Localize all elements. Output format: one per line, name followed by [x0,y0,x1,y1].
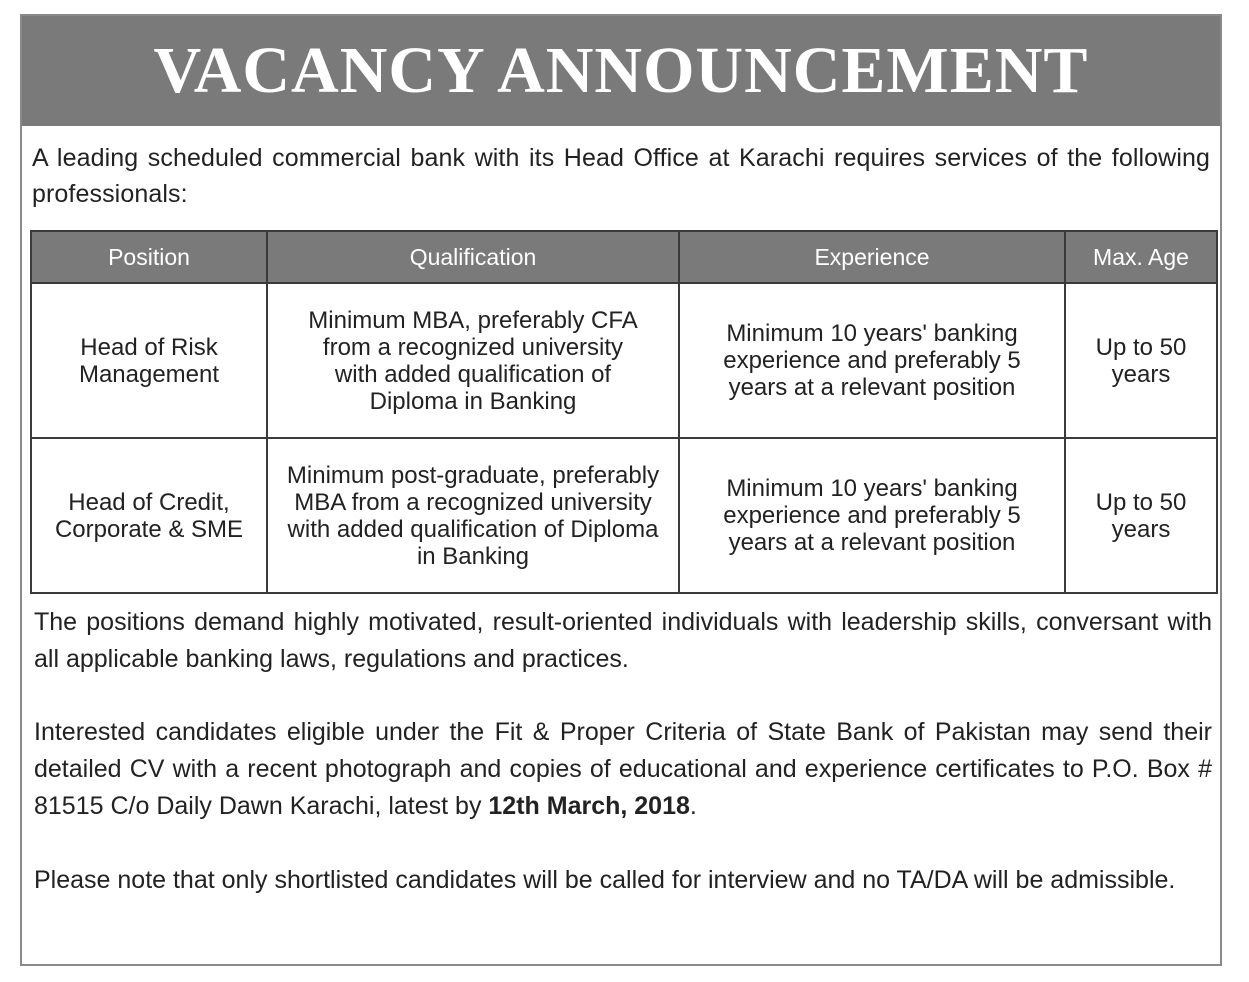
column-header-experience: Experience [679,231,1065,283]
cell-qualification: Minimum post-graduate, preferably MBA from a recognized university with added qualification of Diploma in Banking [267,438,679,593]
table-row [31,438,1217,593]
cell-position: Head of Risk Management [31,283,267,438]
cell-experience: Minimum 10 years' banking experience and preferably 5 years at a relevant position [679,283,1065,438]
cell-max-age: Up to 50 years [1065,438,1217,593]
cell-max-age: Up to 50 years [1065,283,1217,438]
table-header-row [31,231,1217,283]
column-header-qualification: Qualification [267,231,679,283]
application-paragraph [34,714,1212,825]
column-header-position: Position [31,231,267,283]
intro-paragraph: A leading scheduled commercial bank with its Head Office at Karachi requires services of the following professionals: [32,144,1210,208]
note-paragraph: Please note that only shortlisted candidates will be called for interview and no TA/DA will be admissible. [34,866,1176,894]
deadline-period: . [689,792,697,820]
deadline-date: 12th March, 2018 [488,792,690,820]
title-banner [22,16,1220,126]
cell-qualification: Minimum MBA, preferably CFA from a recognized university with added qualification of Diploma in Banking [267,283,679,438]
column-header-max-age: Max. Age [1065,231,1217,283]
positions-table [30,230,1218,594]
vacancy-advertisement [20,14,1222,966]
cell-experience: Minimum 10 years' banking experience and preferably 5 years at a relevant position [679,438,1065,593]
table-row [31,283,1217,438]
requirements-paragraph: The positions demand highly motivated, result-oriented individuals with leadership skills, conversant with all applicable banking laws, regulations and practices. [34,608,1212,673]
cell-position: Head of Credit, Corporate & SME [31,438,267,593]
application-text: Interested candidates eligible under the Fit & Proper Criteria of State Bank of Pakistan may send their detailed CV with a recent photograph and copies of educational and experience certificates to P.O. Box # 81515 C/o Daily Dawn Karachi, latest by [34,718,1212,820]
page-title: VACANCY ANNOUNCEMENT [153,34,1089,107]
